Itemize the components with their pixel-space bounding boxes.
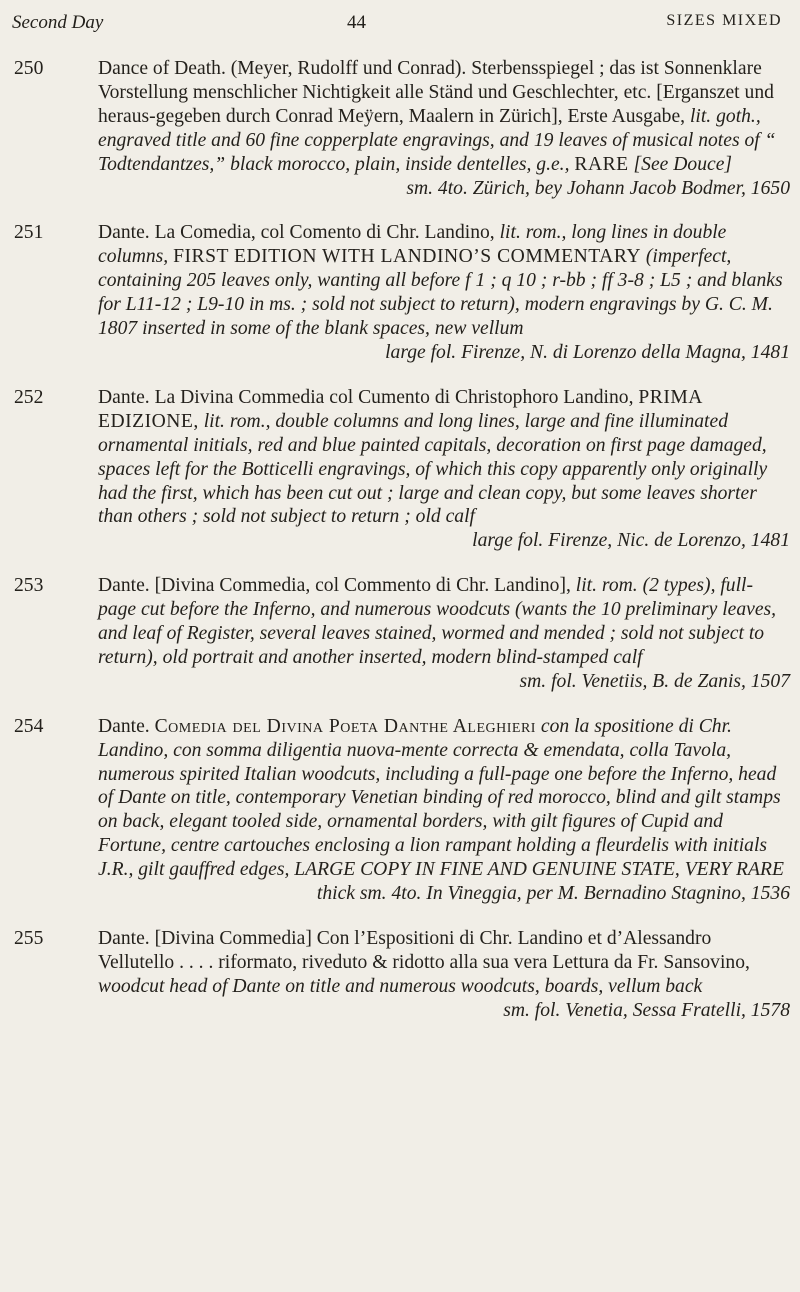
lot-entry xyxy=(14,57,790,200)
lot-imprint: thick sm. 4to. In Vineggia, per M. Bernadino Stagnino, 1536 xyxy=(316,883,790,905)
lot-entry xyxy=(14,927,790,1023)
lot-title: Dante. [Divina Commedia] Con l’Espositioni di Chr. Landino et d’Alessandro Vellutello . . . . riformato, riveduto & ridotto alla sua vera Lettura da Fr. Sansovino, xyxy=(98,928,750,973)
lot-text xyxy=(98,715,790,906)
header-sizes: SIZES MIXED xyxy=(666,12,782,29)
lot-number: 254 xyxy=(14,715,44,737)
lot-imprint: sm. 4to. Zürich, bey Johann Jacob Bodmer, 1650 xyxy=(406,177,790,199)
lot-title: Dante. La Comedia, col Comento di Chr. Landino, xyxy=(98,222,495,244)
lot-caps: PRIMA EDIZIONE, xyxy=(98,386,702,432)
lot-number: 250 xyxy=(14,58,44,79)
lot-number: 251 xyxy=(14,222,44,244)
lot-tail: lit. rom., double columns and long lines, large and fine illuminated ornamental initials, red and blue painted capitals, decoration on first page damaged, spaces left for the Botticelli engravings, of which this copy apparently only originally had the first, which has been cut out ; large and clean copy, but some leaves shorter than others ; sold not subject to return ; old calf xyxy=(98,410,768,528)
lot-entry xyxy=(14,715,790,906)
lot-description: lit. rom., long lines in double columns, xyxy=(98,222,727,268)
lot-title: Dante. [Divina Commedia, col Commento di Chr. Landino], xyxy=(98,575,571,597)
lot-description: lit. rom. (2 types), full-page cut before the Inferno, and numerous woodcuts (wants the 10 preliminary leaves, and leaf of Register, several leaves stained, wormed and mended ; sold not subject to return), old portrait and another inserted, modern blind-stamped calf xyxy=(98,575,777,668)
lot-caps: RARE xyxy=(574,153,629,175)
lot-title: Dance of Death. (Meyer, Rudolff und Conrad). Sterbensspiegel ; das ist Sonnenklare Vorstellung menschlicher Nichtigkeit alle Ständ und Geschlechter, etc. [Erganszet und heraus-gegeben durch Conrad Meÿern, Maalern in Zürich], Erste Ausgabe, xyxy=(98,58,774,127)
lot-number: 255 xyxy=(14,928,44,949)
lot-imprint: large fol. Firenze, N. di Lorenzo della Magna, 1481 xyxy=(385,341,790,363)
lot-description: lit. goth., engraved title and 60 fine copperplate engravings, and 19 leaves of musical notes of “ Todtendantzes,” black morocco, plain, inside dentelles, g.e., xyxy=(98,105,776,175)
lot-caps: Comedia del Divina Poeta Danthe Aleghieri xyxy=(154,715,536,737)
lot-tail: (imperfect, containing 205 leaves only, wanting all before f 1 ; q 10 ; r-bb ; ff 3-8 ; L5 ; and blanks for L11-12 ; L9-10 in ms. ; sold not subject to return), modern engravings by G. C. M. 1807 inserted in some of the blank spaces, new vellum xyxy=(98,246,783,340)
lot-text xyxy=(98,574,790,694)
lot-imprint: large fol. Firenze, Nic. de Lorenzo, 1481 xyxy=(472,530,790,552)
lot-entry xyxy=(14,386,790,553)
lot-text xyxy=(98,221,790,364)
lot-caps: FIRST EDITION WITH LANDINO’S COMMENTARY xyxy=(173,246,641,268)
lot-entry xyxy=(14,574,790,694)
lot-text xyxy=(98,57,790,200)
lot-imprint: sm. fol. Venetia, Sessa Fratelli, 1578 xyxy=(503,999,790,1021)
header-day: Second Day xyxy=(12,12,104,33)
lot-number: 252 xyxy=(14,386,44,408)
lot-tail: [See Douce] xyxy=(633,153,733,175)
page-header xyxy=(12,12,782,46)
lot-title: Dante. La Divina Commedia col Cumento di Christophoro Landino, xyxy=(98,386,634,408)
lot-imprint: sm. fol. Venetiis, B. de Zanis, 1507 xyxy=(519,670,790,692)
lot-entry xyxy=(14,221,790,364)
page-number: 44 xyxy=(347,12,366,33)
lot-title: Dante. xyxy=(98,715,150,737)
lot-number: 253 xyxy=(14,575,44,597)
lot-description: woodcut head of Dante on title and numerous woodcuts, boards, vellum back xyxy=(98,975,703,997)
lot-text xyxy=(98,927,790,1023)
catalogue-entries xyxy=(14,57,790,1044)
lot-tail: con la spositione di Chr. Landino, con somma diligentia nuova-mente correcta & emendata, colla Tavola, numerous spirited Italian woodcuts, including a full-page one before the Inferno, head of Dante on title, contemporary Venetian binding of red morocco, blind and gilt stamps on back, elegant tooled side, ornamental borders, with gilt figures of Cupid and Fortune, centre cartouches enclosing a lion rampant holding a fleurdelis with initials J.R., gilt gauffred edges, LARGE COPY IN FINE AND GENUINE STATE, VERY RARE xyxy=(98,715,784,881)
lot-text xyxy=(98,386,790,553)
